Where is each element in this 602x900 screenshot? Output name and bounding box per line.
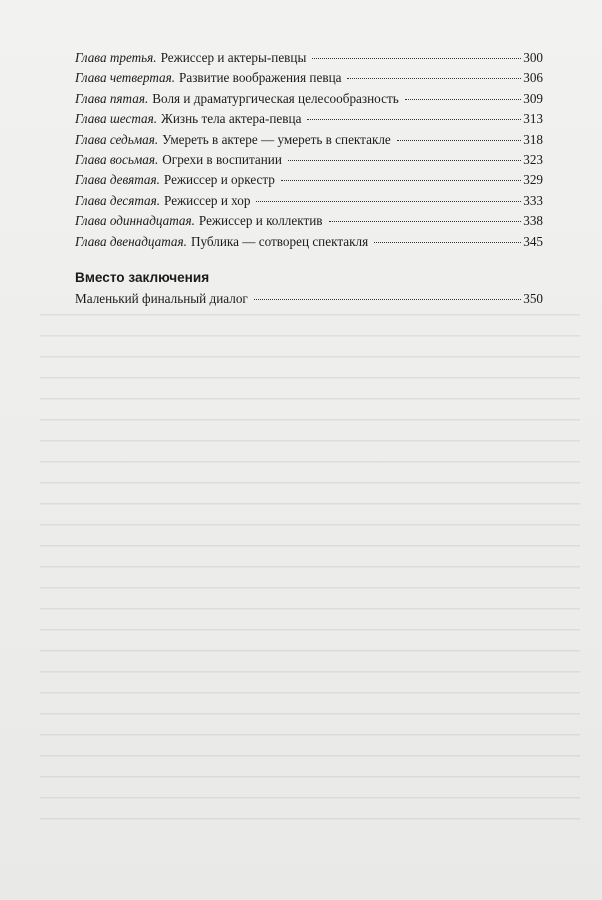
toc-entry: [75, 170, 543, 190]
page-number: 333: [523, 192, 543, 208]
chapter-number: Глава пятая.: [75, 90, 149, 106]
chapter-title: Публика — сотворец спектакля: [190, 233, 369, 249]
chapter-number: Глава четвертая.: [75, 70, 176, 86]
chapter-number: Глава одиннадцатая.: [75, 213, 195, 229]
toc-entry-final-dialogue: [75, 289, 543, 309]
page-number: 345: [523, 233, 543, 249]
toc-entry: [75, 109, 543, 129]
chapter-list: [75, 48, 543, 252]
table-of-contents: [75, 48, 543, 309]
chapter-title: Развитие воображения певца: [179, 70, 342, 86]
chapter-number: Глава десятая.: [75, 192, 161, 208]
page-number: 313: [523, 111, 543, 127]
toc-entry: [75, 232, 543, 252]
page-number: 350: [523, 290, 543, 306]
page-number: 323: [523, 151, 543, 167]
dot-leader: [397, 140, 521, 141]
page-number: 329: [523, 172, 543, 188]
section-heading: Вместо заключения: [75, 269, 210, 285]
dot-leader: [374, 242, 521, 243]
dot-leader: [256, 201, 521, 202]
dot-leader: [405, 99, 521, 100]
chapter-title: Режиссер и коллектив: [198, 213, 323, 229]
toc-entry: [75, 89, 543, 109]
chapter-title: Режиссер и хор: [164, 192, 251, 208]
dot-leader: [254, 299, 521, 300]
page-number: 306: [523, 70, 543, 86]
chapter-title: Режиссер и актеры-певцы: [160, 50, 307, 65]
chapter-number: Глава третья.: [75, 50, 157, 65]
dot-leader: [281, 180, 521, 181]
page-number: 309: [523, 90, 543, 106]
dot-leader: [329, 221, 522, 222]
toc-entry: [75, 150, 543, 170]
toc-entry: [75, 211, 543, 231]
chapter-number: Глава седьмая.: [75, 131, 159, 147]
chapter-title: Жизнь тела актера-певца: [161, 111, 302, 127]
chapter-title: Воля и драматургическая целесообразность: [152, 90, 399, 106]
toc-entry: [75, 68, 543, 88]
toc-entry: [75, 48, 543, 68]
chapter-title: Умереть в актере — умереть в спектакле: [162, 131, 391, 147]
dot-leader: [288, 160, 521, 161]
toc-entry: [75, 191, 543, 211]
dot-leader: [307, 119, 521, 120]
page-number: 318: [523, 131, 543, 147]
dot-leader: [312, 58, 521, 59]
page-number: 300: [523, 50, 543, 65]
chapter-number: Глава шестая.: [75, 111, 158, 127]
entry-title: Маленький финальный диалог: [75, 290, 248, 306]
chapter-number: Глава девятая.: [75, 172, 160, 188]
chapter-number: Глава восьмая.: [75, 151, 159, 167]
page-number: 338: [523, 213, 543, 229]
show-through-text: [40, 300, 580, 820]
chapter-title: Огрехи в воспитании: [162, 151, 282, 167]
dot-leader: [347, 78, 521, 79]
chapter-number: Глава двенадцатая.: [75, 233, 187, 249]
toc-entry: [75, 130, 543, 150]
chapter-title: Режиссер и оркестр: [163, 172, 275, 188]
